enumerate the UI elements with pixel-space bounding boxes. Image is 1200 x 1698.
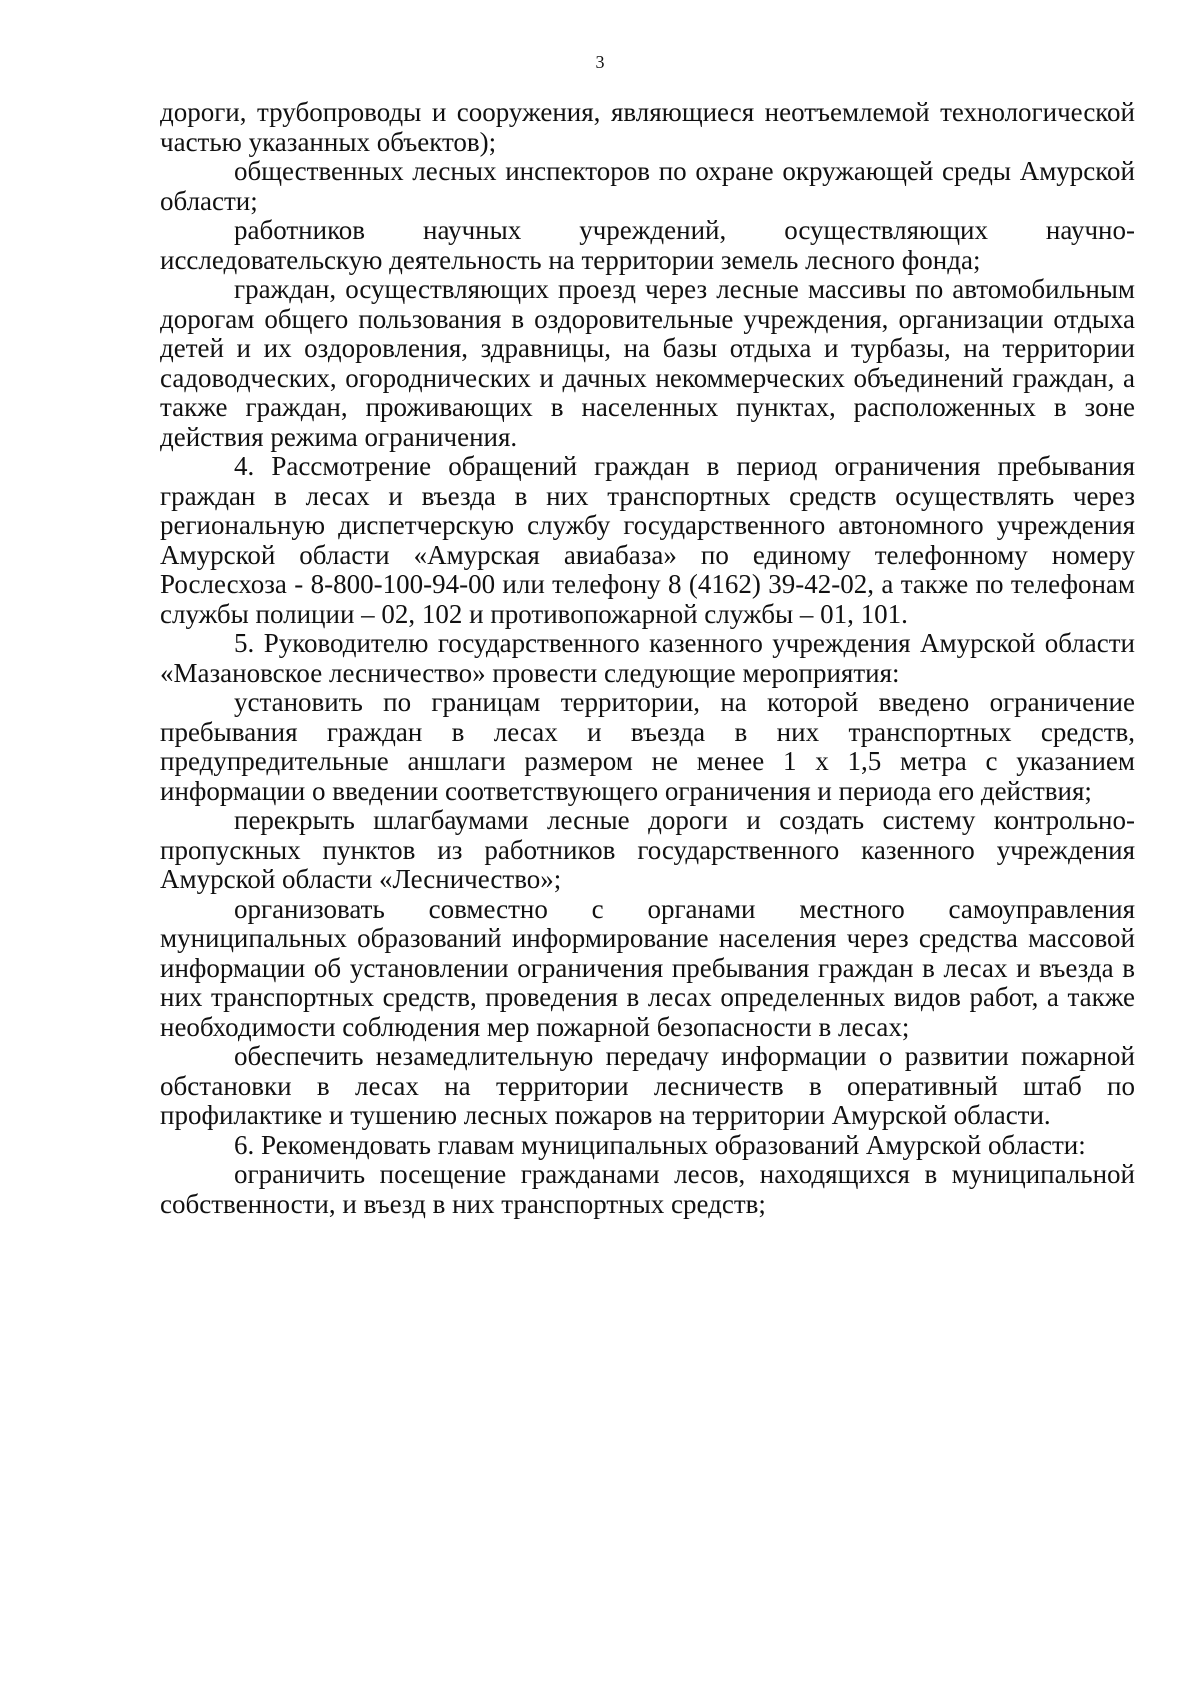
paragraph: организовать совместно с органами местного самоуправления муниципальных образований информирование населения через средства массовой информации об установлении ограничения пребывания граждан в лесах и въезда в них транспортных средств, проведения в лесах определенных видов работ, а также необходимости соблюдения мер пожарной безопасности в лесах; — [160, 893, 1135, 1042]
paragraph: дороги, трубопроводы и сооружения, являющиеся неотъемлемой технологической частью указанных объектов); — [160, 97, 1135, 157]
paragraph: граждан, осуществляющих проезд через лесные массивы по автомобильным дорогам общего пользования в оздоровительные учреждения, организации отдыха детей и их оздоровления, здравницы, на базы отдыха и турбазы, на территории садоводческих, огороднических и дачных некоммерческих объединений граждан, а также граждан, проживающих в населенных пунктах, расположенных в зоне действия режима ограничения. — [160, 274, 1135, 452]
paragraph: общественных лесных инспекторов по охране окружающей среды Амурской области; — [160, 156, 1135, 216]
paragraph: перекрыть шлагбаумами лесные дороги и создать систему контрольно-пропускных пунктов из работников государственного казенного учреждения Амурской области «Лесничество»; — [160, 805, 1135, 894]
paragraph: обеспечить незамедлительную передачу информации о развитии пожарной обстановки в лесах на территории лесничеств в оперативный штаб по профилактике и тушению лесных пожаров на территории Амурской области. — [160, 1041, 1135, 1130]
paragraph: установить по границам территории, на которой введено ограничение пребывания граждан в лесах и въезда в них транспортных средств, предупредительные аншлаги размером не менее 1 х 1,5 метра с указанием информации о введении соответствующего ограничения и периода его действия; — [160, 687, 1135, 806]
page-number: 3 — [595, 52, 605, 72]
paragraph: ограничить посещение гражданами лесов, находящихся в муниципальной собственности, и въезд в них транспортных средств; — [160, 1159, 1135, 1219]
paragraph: работников научных учреждений, осуществляющих научно-исследовательскую деятельность на территории земель лесного фонда; — [160, 215, 1135, 275]
paragraph: 6. Рекомендовать главам муниципальных образований Амурской области: — [234, 1129, 1086, 1160]
document-body — [160, 98, 1135, 1219]
paragraph: 4. Рассмотрение обращений граждан в период ограничения пребывания граждан в лесах и въезда в них транспортных средств осуществлять через региональную диспетчерскую службу государственного автономного учреждения Амурской области «Амурская авиабаза» по единому телефонному номеру Рослесхоза - 8-800-100-94-00 или телефону 8 (4162) 39-42-02, а также по телефонам службы полиции – 02, 102 и противопожарной службы – 01, 101. — [160, 451, 1135, 629]
paragraph: 5. Руководителю государственного казенного учреждения Амурской области «Мазановское лесничество» провести следующие мероприятия: — [160, 628, 1135, 688]
